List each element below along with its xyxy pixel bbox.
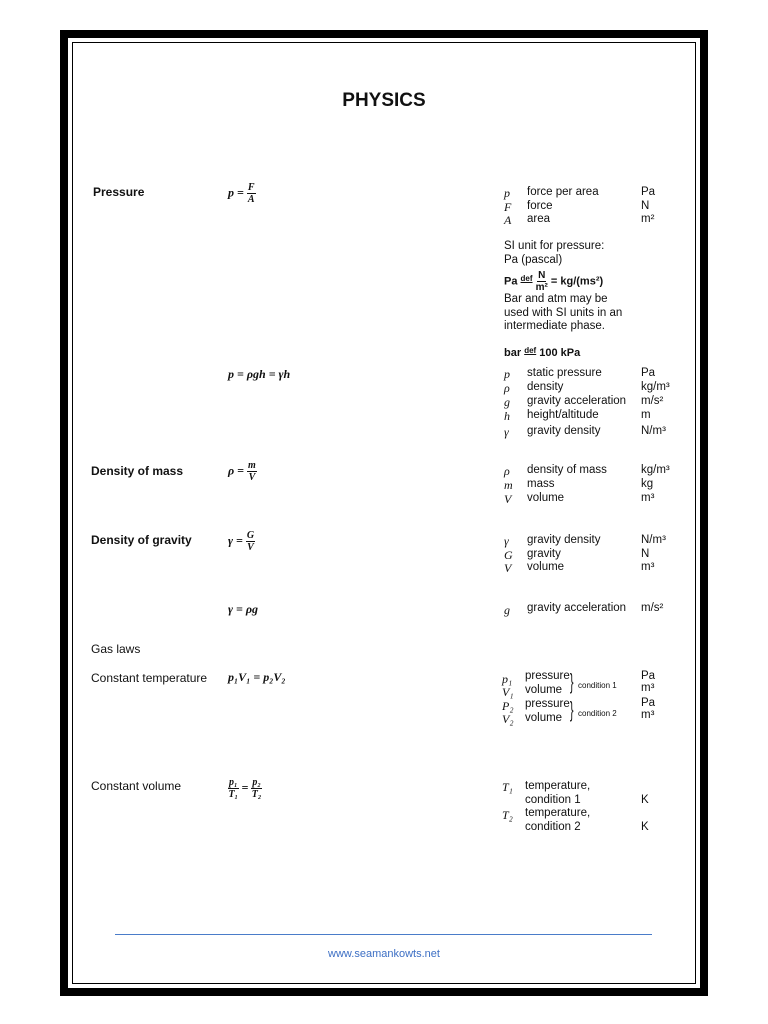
var-symbol: p₁ [502, 672, 513, 686]
condition-label: condition 2 [578, 709, 617, 718]
fraction-denominator: m² [535, 282, 548, 293]
var-unit: kg/m³ [641, 464, 670, 476]
var-symbol: m [504, 478, 513, 492]
var-description: height/altitude [527, 409, 599, 421]
pascal-definition [504, 270, 603, 293]
fraction-numerator: N [538, 270, 546, 281]
var-symbol: V₂ [502, 712, 514, 726]
var-unit: m/s² [641, 395, 664, 407]
var-unit: kg [641, 478, 654, 490]
var-unit: m² [641, 213, 655, 225]
formula-lhs: ρ = [228, 463, 245, 478]
formula-equals: = [241, 780, 249, 795]
var-description: temperature, [525, 807, 591, 819]
var-description: gravity acceleration [527, 602, 627, 614]
var-description: density of mass [527, 464, 607, 476]
var-symbol: h [504, 409, 510, 423]
var-unit: m/s² [641, 602, 664, 614]
var-description: gravity acceleration [527, 395, 627, 407]
fraction-denominator: V [248, 472, 256, 483]
var-description: gravity [527, 548, 561, 560]
var-unit: K [641, 794, 649, 806]
section-pressure-label: Pressure [93, 185, 145, 199]
var-symbol: V [504, 492, 512, 506]
note-line: Bar and atm may be [504, 293, 608, 305]
var-symbol: F [504, 200, 512, 214]
footer-divider [115, 934, 652, 935]
def-lhs: Pa [504, 275, 518, 288]
def-rhs: = kg/(ms²) [550, 275, 604, 288]
condition-label: condition 1 [578, 681, 617, 690]
var-unit: N/m³ [641, 534, 666, 546]
var-description: force per area [527, 186, 599, 198]
si-unit-note [504, 240, 604, 267]
var-unit: N [641, 200, 650, 212]
var-symbol: ρ [504, 464, 510, 478]
var-symbol: A [504, 213, 512, 227]
def-symbol: def [524, 346, 537, 355]
var-unit: K [641, 821, 649, 833]
var-unit: m³ [641, 709, 655, 721]
section-gas-laws-label: Gas laws [91, 642, 141, 656]
footer-website: www.seamankowts.net [328, 948, 440, 960]
formula-static-pressure: p = ρgh = γh [228, 367, 291, 381]
note-line: Pa (pascal) [504, 253, 563, 266]
var-description: volume [525, 684, 563, 696]
section-constant-volume-label: Constant volume [91, 779, 182, 793]
var-description: volume [527, 492, 565, 504]
var-description-line2: condition 2 [525, 821, 581, 833]
var-symbol: γ [504, 534, 509, 548]
var-symbol: G [504, 548, 513, 562]
var-description: mass [527, 478, 555, 490]
def-rhs: 100 kPa [539, 347, 581, 359]
formula-fraction [228, 777, 239, 800]
fraction-numerator: F [247, 182, 255, 193]
section-constant-temperature-label: Constant temperature [91, 671, 208, 685]
section-density-of-gravity-label: Density of gravity [91, 533, 192, 547]
var-description: area [527, 213, 551, 225]
formula-lhs: γ = [228, 533, 243, 548]
fraction-numerator: G [246, 530, 255, 541]
var-description: pressure [525, 698, 570, 710]
var-unit: N/m³ [641, 425, 666, 437]
formula-constant-volume [228, 777, 262, 800]
note-line: used with SI units in an [504, 306, 623, 319]
condition-brace: } [569, 669, 574, 694]
def-fraction [536, 270, 548, 293]
fraction-denominator: T₁ [228, 789, 239, 800]
var-description: pressure [525, 670, 570, 682]
bar-definition [504, 344, 580, 361]
note-line: SI unit for pressure: [504, 240, 605, 252]
var-unit: Pa [641, 186, 656, 198]
var-description: volume [527, 561, 565, 573]
var-unit: kg/m³ [641, 381, 670, 393]
var-symbol: ρ [504, 381, 510, 395]
formula-density-of-mass [228, 460, 257, 483]
formula-pressure-lhs: p = [228, 185, 244, 200]
var-description: gravity density [527, 425, 601, 437]
var-description: gravity density [527, 534, 601, 546]
var-symbol: V₁ [502, 685, 514, 699]
var-symbol: γ [504, 425, 509, 439]
bar-atm-note [504, 293, 622, 334]
var-unit: Pa [641, 367, 656, 379]
fraction-numerator: p₂ [252, 777, 261, 788]
formula-fraction [246, 530, 255, 553]
var-symbol: p [504, 186, 510, 200]
var-description-line2: condition 1 [525, 794, 581, 806]
var-description: static pressure [527, 367, 602, 379]
var-symbol: g [504, 603, 510, 617]
condition-brace: } [569, 697, 574, 722]
var-symbol: P₂ [502, 699, 514, 713]
var-symbol: g [504, 395, 510, 409]
var-unit: m³ [641, 561, 655, 573]
formula-pressure-fraction [247, 182, 256, 205]
var-unit: m [641, 409, 651, 421]
var-unit: Pa [641, 697, 656, 709]
formula-constant-temperature: p₁V₁ = p₂V₂ [228, 670, 286, 684]
var-unit: Pa [641, 670, 656, 682]
formula-pressure [228, 182, 256, 205]
formula-fraction [247, 460, 257, 483]
var-description: temperature, [525, 780, 591, 792]
formula-gravity-density: γ = ρg [228, 602, 259, 616]
var-symbol: p [504, 367, 510, 381]
var-symbol: T₂ [502, 808, 513, 822]
fraction-denominator: T₂ [251, 789, 262, 800]
fraction-denominator: V [247, 542, 254, 553]
var-description: volume [525, 712, 563, 724]
page-border-inner [72, 42, 696, 984]
fraction-denominator: A [247, 194, 255, 205]
fraction-numerator: m [248, 460, 256, 471]
fraction-numerator: p₁ [229, 777, 238, 788]
var-symbol: V [504, 561, 512, 575]
var-symbol: T₁ [502, 780, 513, 794]
page-title: PHYSICS [342, 90, 426, 111]
var-unit: N [641, 548, 650, 560]
note-line: intermediate phase. [504, 320, 606, 332]
def-lhs: bar [504, 347, 522, 359]
section-density-of-mass-label: Density of mass [91, 464, 184, 478]
var-description: density [527, 381, 564, 393]
def-symbol: def [520, 274, 533, 284]
formula-density-of-gravity [228, 530, 255, 553]
var-unit: m³ [641, 682, 655, 694]
formula-fraction [251, 777, 262, 800]
var-unit: m³ [641, 492, 655, 504]
var-description: force [527, 200, 553, 212]
